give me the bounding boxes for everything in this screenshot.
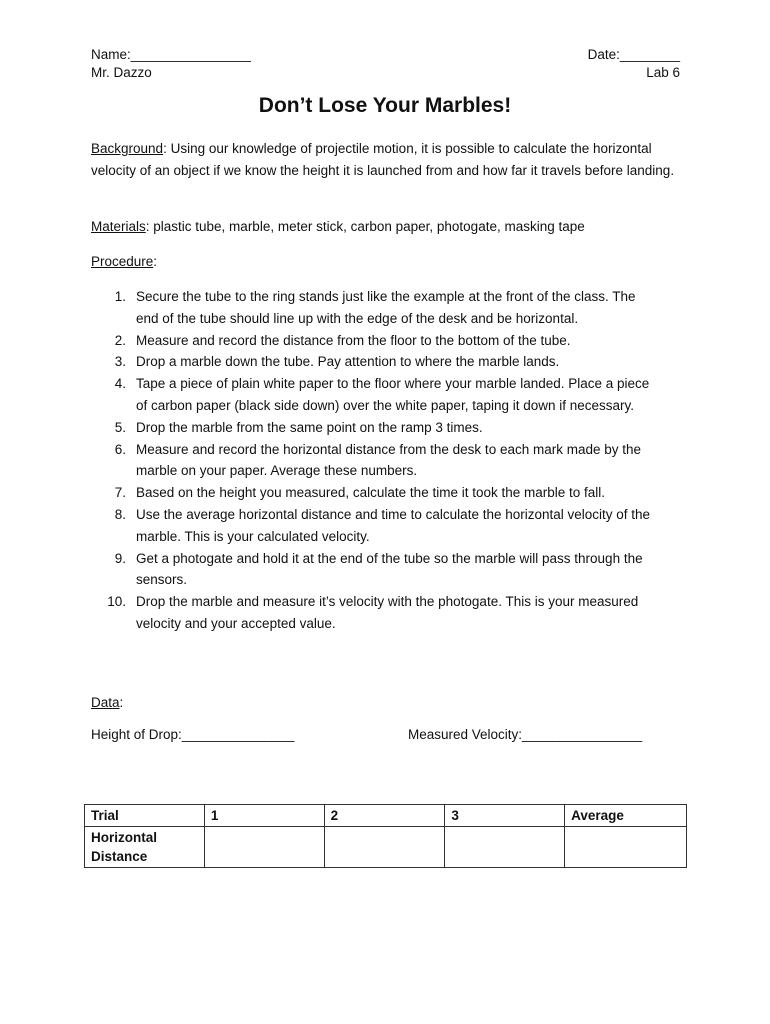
- date-field: Date:________: [587, 47, 680, 62]
- page-title: Don’t Lose Your Marbles!: [258, 94, 512, 117]
- trial-1-cell[interactable]: [204, 827, 324, 868]
- row-label-cell: [85, 827, 205, 868]
- procedure-step-number: 4.: [114, 376, 126, 392]
- materials-paragraph: [91, 216, 681, 238]
- procedure-heading: Procedure:: [91, 254, 158, 269]
- teacher-name: Mr. Dazzo: [91, 65, 152, 80]
- measured-velocity-field: Measured Velocity:________________: [408, 727, 643, 742]
- procedure-step-number: 8.: [114, 506, 126, 522]
- background-paragraph: [91, 138, 681, 182]
- table-header-cell: Average: [565, 805, 687, 827]
- table-header-row: [85, 805, 687, 827]
- procedure-step-line: sensors.: [136, 572, 188, 588]
- table-header-cell: 1: [204, 805, 324, 827]
- procedure-step-line: Drop the marble and measure it’s velocity with the photogate. This is your measured: [136, 594, 639, 610]
- procedure-step-line: Tape a piece of plain white paper to the floor where your marble landed. Place a piece: [136, 376, 650, 392]
- materials-label: Materials: [91, 219, 146, 234]
- procedure-step-line: end of the tube should line up with the edge of the desk and be horizontal.: [136, 310, 579, 326]
- background-label: Background: [91, 141, 164, 156]
- procedure-step: [91, 482, 681, 504]
- procedure-step: [91, 591, 681, 635]
- procedure-step-number: 3.: [114, 354, 126, 370]
- procedure-step-line: velocity and your accepted value.: [136, 615, 336, 631]
- procedure-step: [91, 286, 681, 330]
- procedure-step-line: Based on the height you measured, calculate the time it took the marble to fall.: [136, 485, 606, 501]
- procedure-step-line: Secure the tube to the ring stands just like the example at the front of the class. The: [136, 289, 636, 304]
- procedure-step-line: Drop a marble down the tube. Pay attention to where the marble lands.: [136, 354, 560, 370]
- row-label-line: Distance: [91, 849, 148, 864]
- procedure-step-line: Use the average horizontal distance and time to calculate the horizontal velocity of the: [136, 506, 651, 522]
- procedure-step-number: 7.: [114, 485, 126, 501]
- materials-text: : plastic tube, marble, meter stick, carbon paper, photogate, masking tape: [145, 219, 585, 234]
- trial-3-cell[interactable]: [445, 827, 565, 868]
- procedure-step-number: 6.: [114, 441, 126, 457]
- procedure-step-number: 1.: [114, 289, 126, 304]
- procedure-step-line: marble. This is your calculated velocity.: [136, 528, 370, 544]
- procedure-step: [91, 417, 681, 439]
- procedure-step-line: Measure and record the distance from the floor to the bottom of the tube.: [136, 332, 571, 348]
- data-table: [84, 804, 687, 868]
- procedure-step-number: 5.: [114, 419, 126, 435]
- procedure-step-number: 10.: [107, 594, 126, 610]
- procedure-step: [91, 351, 681, 373]
- procedure-label: Procedure: [91, 254, 154, 269]
- table-header-cell: 2: [324, 805, 445, 827]
- procedure-step-line: Get a photogate and hold it at the end of the tube so the marble will pass through the: [136, 550, 643, 566]
- procedure-step: [91, 439, 681, 483]
- procedure-list: [91, 286, 681, 635]
- procedure-step: [91, 548, 681, 592]
- procedure-step-line: Measure and record the horizontal distance from the desk to each mark made by the: [136, 441, 642, 457]
- lab-number: Lab 6: [646, 65, 680, 80]
- row-label-line: Horizontal: [91, 830, 157, 845]
- procedure-step: [91, 373, 681, 417]
- background-text: : Using our knowledge of projectile motion, it is possible to calculate the horizontal velocity of an object if we know the height it is launched from and how far it travels before landing.: [91, 141, 675, 178]
- height-of-drop-field: Height of Drop:_______________: [91, 727, 295, 742]
- data-heading: Data:: [91, 695, 124, 710]
- table-header-cell: 3: [445, 805, 565, 827]
- procedure-step-number: 2.: [114, 332, 126, 348]
- trial-2-cell[interactable]: [324, 827, 445, 868]
- average-cell[interactable]: [565, 827, 687, 868]
- table-header-cell: Trial: [85, 805, 205, 827]
- procedure-step-number: 9.: [114, 550, 126, 566]
- procedure-step: [91, 504, 681, 548]
- data-label: Data: [91, 695, 120, 710]
- procedure-step: [91, 330, 681, 352]
- name-field: Name:________________: [91, 47, 251, 62]
- procedure-step-line: marble on your paper. Average these numbers.: [136, 463, 418, 479]
- procedure-step-line: Drop the marble from the same point on the ramp 3 times.: [136, 419, 483, 435]
- table-row: [85, 827, 687, 868]
- procedure-step-line: of carbon paper (black side down) over the white paper, taping it down if necessary.: [136, 397, 635, 413]
